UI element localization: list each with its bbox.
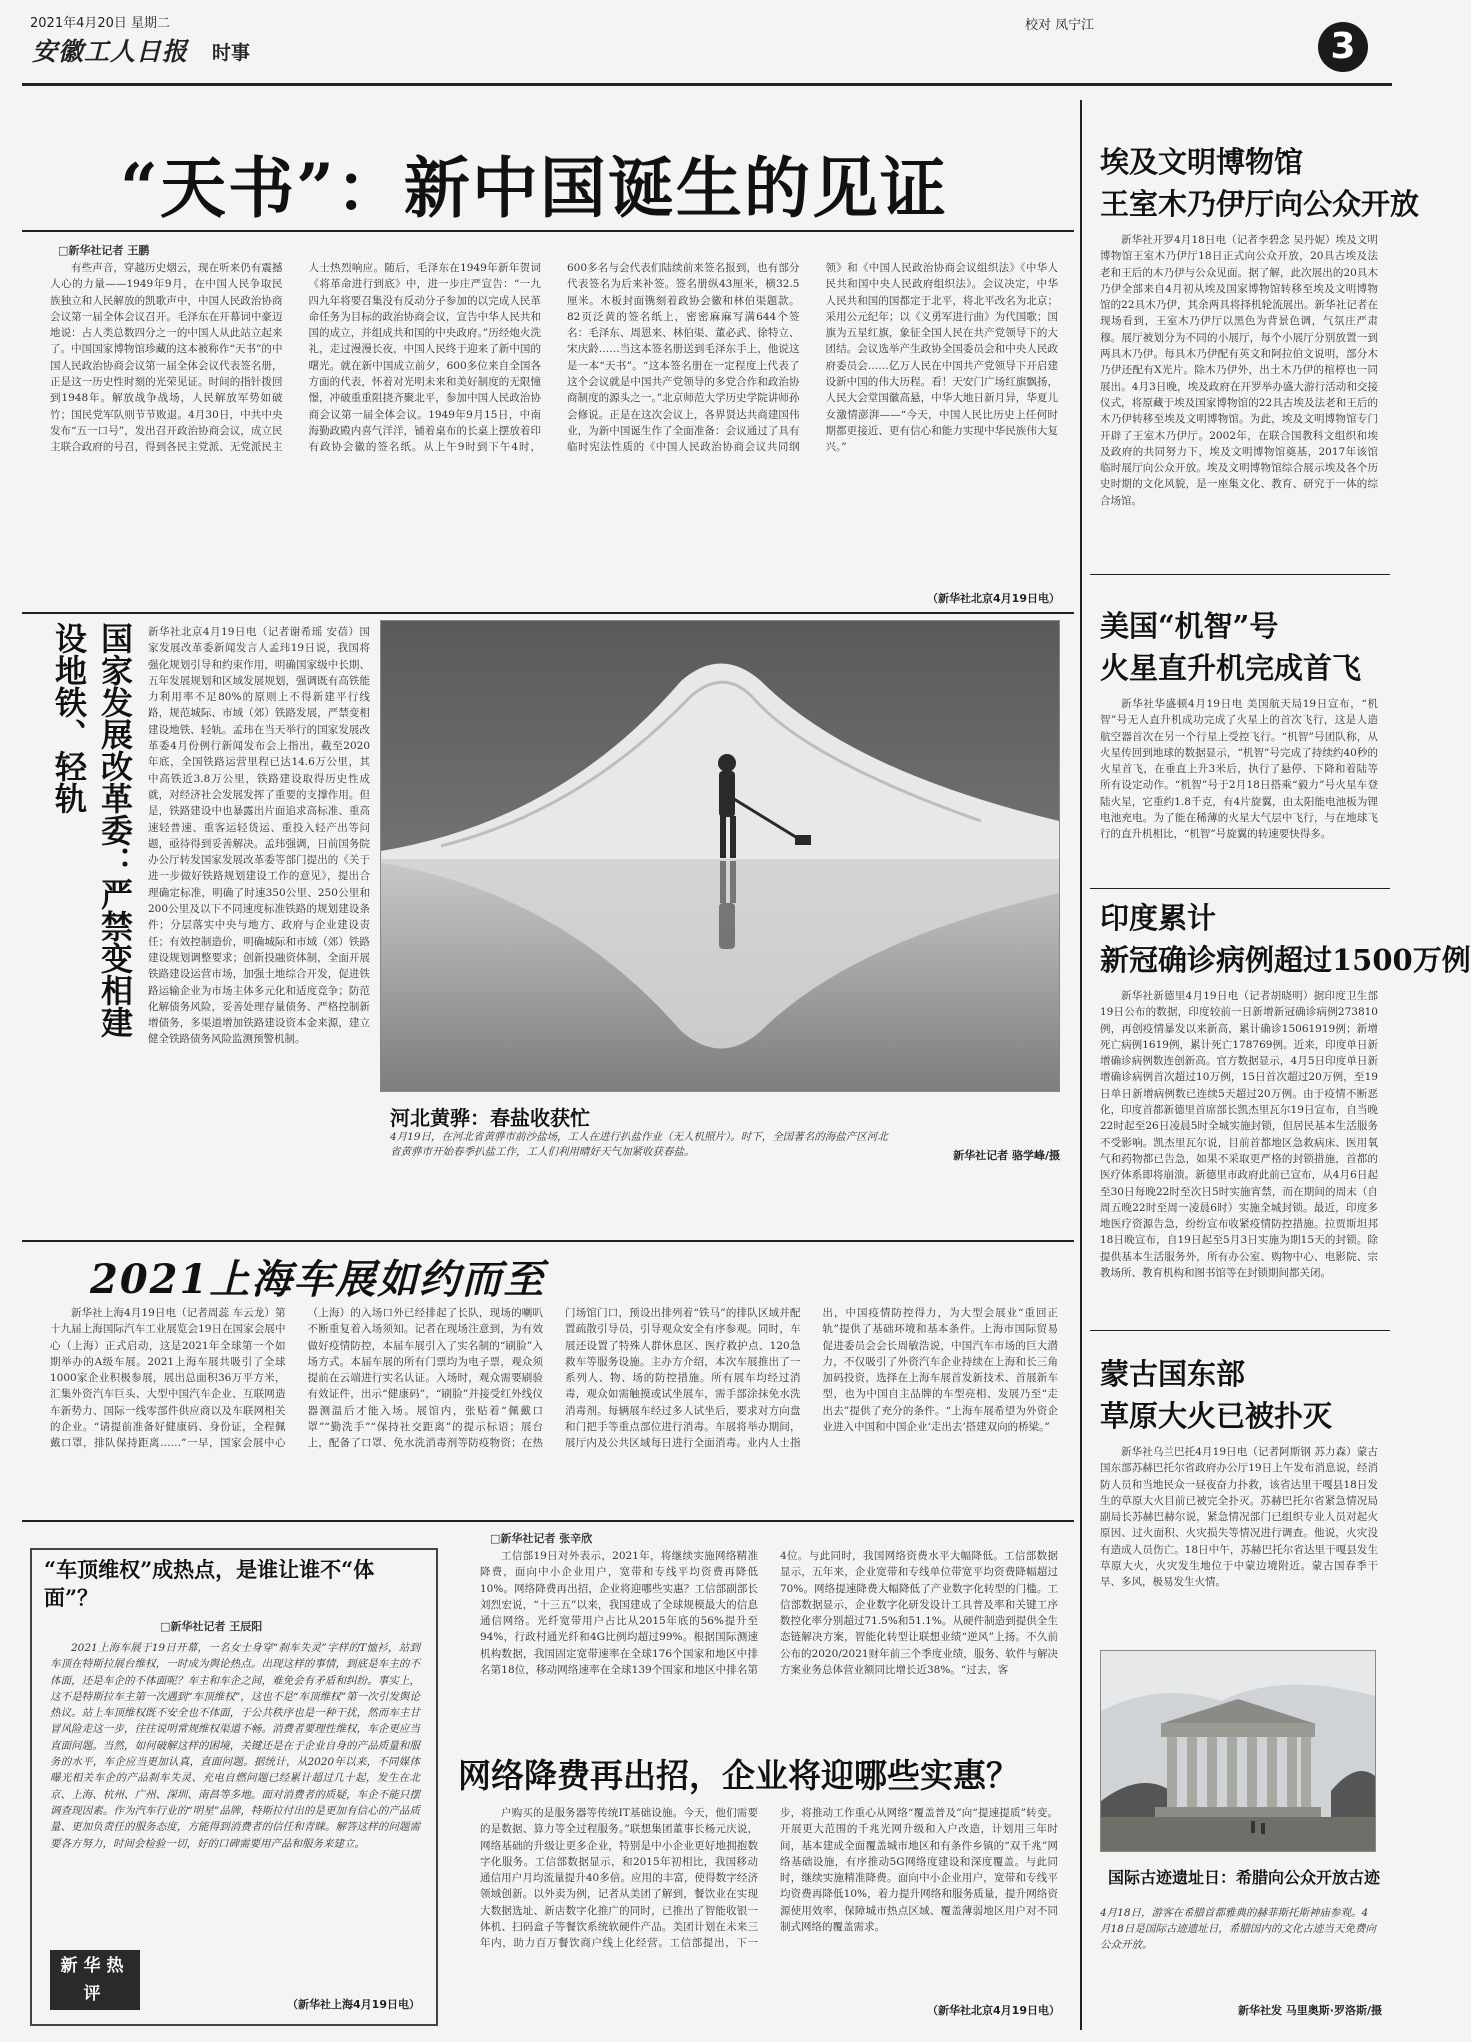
- page-number-badge: [1318, 22, 1368, 72]
- mars-title-line1: 美国“机智”号: [1100, 609, 1279, 643]
- egypt-title-line1: 埃及文明博物馆: [1100, 145, 1304, 179]
- network-byline: □新华社记者 张辛欣: [490, 1532, 593, 1545]
- mongolia-title-line1: 蒙古国东部: [1100, 1357, 1246, 1391]
- egypt-rule: [1090, 574, 1390, 575]
- salt-photo-title: 河北黄骅：春盐收获忙: [390, 1106, 590, 1130]
- right-column-divider: [1080, 100, 1082, 2030]
- railway-title: 国家发展改革委：严禁变相建设地铁、轻轨: [50, 622, 134, 1038]
- india-rule: [1090, 1330, 1390, 1331]
- masthead-proofreader: 校对 凤宁江: [1025, 18, 1095, 33]
- masthead-section: 时事: [212, 42, 251, 64]
- masthead-date: 2021年4月20日 星期二: [30, 16, 171, 31]
- opinion-stamp: 新华热评: [50, 1950, 140, 2010]
- page-number: 3: [1330, 26, 1356, 67]
- network-body-top: 工信部19日对外表示，2021年，将继续实施网络精准降费，面向中小企业用户，宽带和专线平均资费再降低10%。网络降费再出招，企业将迎哪些实惠？工信部副部长刘烈宏说，“十三五”以来，我国建成了全球规模最大的信息通信网络。光纤宽带用户占比从2015年底的56%提升至94%，行政村通光纤和4G比例均超过99%。根据国际测速机构数据，我国固定宽带速率在全球176个国家和地区中排名第18位，移动网络速率在全球139个国家和地区中排名第4位。与此同时，我国网络资费水平大幅降低。工信部数据显示，五年来，企业宽带和专线单位带宽平均资费降幅超过70%。网络提速降费大幅降低了产业数字化转型的门槛。工信部数据显示，企业数字化研发设计工具普及率和关键工序数控化率分别超过71.5%和51.1%。从硬件制造到提供全生态链解决方案，智能化转型让联想业绩“逆风”上扬。不久前公布的2020/2021财年前三个季度业绩，服务、软件与解决方案业务总体营业额同比增长近38%。“过去，客: [480, 1550, 1058, 1677]
- network-credit: （新华社北京4月19日电）: [927, 2004, 1060, 2017]
- india-body: 新华社新德里4月19日电（记者胡晓明）据印度卫生部19日公布的数据，印度较前一日新增新冠确诊病例273810例，再创疫情暴发以来新高，累计确诊15061919例；新增死亡病例1619例，累计死亡178769例。近来，印度单日新增确诊病例数连创新高。官方数据显示，4月5日印度单日新增确诊病例首次超过10万例，15日首次超过20万例，至19日单日新增病例数已连续5天超过20万例。由于疫情不断恶化，印度首都新德里首席部长凯杰里瓦尔19日宣布，自当晚22时起至26日凌晨5时全城实施封锁，但居民基本生活服务不受影响。凯杰里瓦尔说，目前首都地区急救病床、医用氧气和药物都已告急，如果不采取更严格的封锁措施，首都的医疗体系即将崩溃。新德里市政府此前已宣布，从4月6日起至30日每晚22时至次日5时实施宵禁，而在期间的周末（自周五晚22时至周一凌晨6时）实施全城封锁。最近，印度多地医疗资源告急，纷纷宣布收紧疫情防控措施。拉贾斯坦邦18日晚宣布，自19日起至5月3日实施为期15天的封锁。除提供基本生活服务外，所有办公室、购物中心、电影院、宗教场所、教育机构和图书馆等在封锁期间都关闭。: [1100, 990, 1378, 1280]
- opinion-credit: （新华社上海4月19日电）: [287, 1998, 420, 2011]
- opinion-body: 2021上海车展于19日开幕，一名女士身穿“刹车失灵”字样的T恤衫，站到车顶在特斯拉展台维权，一时成为舆论热点。出现这样的事情，到底是车主的不体面，还是车企的不体面呢？车主和车企之间，难免会有矛盾和纠纷。事实上，这不是特斯拉车主第一次遇到“车顶维权”，这也不是“车顶维权”第一次引发舆论热议。站上车顶维权既不安全也不体面，于公共秩序也是一种干扰，然而车主甘冒风险走这一步，往往说明常规维权渠道不畅。消费者要理性维权，车企更应当直面问题。当然，如何破解这样的困境，关键还是在于企业自身的产品质量和服务的水平，车企应当更加认真，直面问题。据统计，从2020年以来，不同媒体曝光相关车企的产品刹车失灵、充电自燃问题已经累计超过几十起，发生在北京、上海、杭州、广州、深圳、南昌等多地。面对消费者的质疑，车企不能只摆调查现因素。作为汽车行业的“明星”品牌，特斯拉付出的是更加有信心的产品质量、更加负责任的服务态度，方能得到消费者的信任和青睐。解答这样的问题需要各方努力，时间会检验一切，好的口碑需要用产品和服务来建立。: [50, 1642, 420, 1850]
- egypt-title-line2: 王室木乃伊厅向公众开放: [1100, 187, 1420, 221]
- salt-harvest-image: [381, 621, 1059, 1091]
- masthead-paper-name: 安徽工人日报: [32, 37, 189, 66]
- salt-harvest-photo: [380, 620, 1060, 1092]
- india-title-line1: 印度累计: [1100, 901, 1217, 935]
- temple-image: [1101, 1651, 1375, 1851]
- mars-rule: [1090, 888, 1390, 889]
- lower-rule: [22, 1520, 1074, 1522]
- autoshow-title: 2021上海车展如约而至: [90, 1256, 546, 1303]
- opinion-byline: □新华社记者 王辰阳: [160, 1620, 263, 1633]
- lead-bottom-rule: [22, 612, 1074, 614]
- lead-body: 有些声音，穿越历史烟云，现在听来仍有震撼人心的力量——1949年9月，在中国人民争取民族独立和人民解放的凯歌声中，中国人民政治协商会议第一届全体会议召开。毛泽东在开幕词中豪迈地说：占人类总数四分之一的中国人从此站立起来了。中国国家博物馆珍藏的这本被称作“天书”的中国人民政治协商会议第一届全体会议代表签名册，正是这一历史性时刻的光荣见证。时间的指针拨回到1948年。解放战争战场，人民解放军势如破竹；国民党军队则节节败退。4月30日，中共中央发布“五一口号”，发出召开政治协商会议，成立民主联合政府的号召，得到各民主党派、无党派民主人士热烈响应。随后，毛泽东在1949年新年贺词《将革命进行到底》中，进一步庄严宣告：“一九四九年将要召集没有反动分子参加的以完成人民革命任务为目标的政治协商会议，宣告中华人民共和国的成立，并组成共和国的中央政府。”历经炮火洗礼，走过漫漫长夜，中国人民终于迎来了新中国的曙光。就在新中国成立前夕，600多位来自全国各方面的代表，怀着对光明未来和美好制度的无限憧憬，冲破重重阻挠齐聚北平，参加中国人民政治协商会议第一届全体会议。1949年9月15日，中南海勤政殿内喜气洋洋，铺着桌布的长桌上摆放着印有政协会徽的签名纸。从上午9时到下午4时，600多名与会代表们陆续前来签名报到，也有部分代表签名为后来补签。签名册纵43厘米，横32.5厘米。木板封面镌刻着政协会徽和林伯渠题款。82页泛黄的签名纸上，密密麻麻写满644个签名：毛泽东、周恩来、林伯渠、董必武、徐特立、宋庆龄……当这本签名册送到毛泽东手上，他说这是一本“天书”。“这本签名册在一定程度上代表了这个会议就是中国共产党领导的多党合作和政治协商制度的源头之一。”北京师范大学历史学院讲师孙会修说。正是在这次会议上，各界贤达共商建国伟业，为新中国诞生作了全面准备：会议通过了具有临时宪法性质的《中国人民政治协商会议共同纲领》和《中国人民政治协商会议组织法》《中华人民共和国中央人民政府组织法》。会议决定，中华人民共和国的国都定于北平，将北平改名为北京；采用公元纪年；以《义勇军进行曲》为代国歌；国旗为五星红旗，象征全国人民在共产党领导下的大团结。会议选举产生政协全国委员会和中央人民政府委员会……亿万人民在中国共产党领导下开启建设新中国的伟大历程。看！天安门广场红旗飘扬，人民大会堂国徽高悬，中华大地日新月异，华夏儿女激情澎湃——“今天，中国人民比历史上任何时期都更接近、更有信心和能力实现中华民族伟大复兴。”: [50, 262, 1058, 454]
- mars-body: 新华社华盛顿4月19日电 美国航天局19日宣布，“机智”号无人直升机成功完成了火星上的首次飞行，这是人造航空器首次在另一个行星上受控飞行。“机智”号团队称，从火星传回到地球的数据显示，“机智”号完成了持续约40秒的火星首飞，在垂直上升3米后，执行了悬停、下降和着陆等所有设定动作。“机智”号于2月18日搭乘“毅力”号火星车登陆火星，它重约1.8千克，有4片旋翼，由太阳能电池板为锂电池充电。为了能在稀薄的火星大气层中飞行，与在地球飞行的直升机相比，“机智”号旋翼的转速要快得多。: [1100, 698, 1378, 841]
- india-title-line2: 新冠确诊病例超过1500万例: [1100, 943, 1471, 977]
- mid-rule: [22, 1240, 1074, 1242]
- railway-body: 新华社北京4月19日电（记者谢希瑶 安蓓）国家发展改革委新闻发言人孟玮19日说，我国将强化规划引导和约束作用，明确国家级中长期、五年发展规划和区域发展规划，强调既有高铁能力利用率不足80%的原则上不得新建平行线路，规范城际、市域（郊）铁路发展，严禁变相建设地铁、轻轨。孟玮在当天举行的国家发展改革委4月份例行新闻发布会上指出，截至2020年底，全国铁路运营里程已达14.6万公里，其中高铁近3.8万公里，铁路建设取得历史性成就，对经济社会发展发挥了重要的支撑作用。但是，铁路建设中也暴露出片面追求高标准、重高速轻普速、重客运轻货运、重投入轻产出等问题，亟待得到妥善解决。孟玮强调，日前国务院办公厅转发国家发展改革委等部门提出的《关于进一步做好铁路规划建设工作的意见》，提出合理确定标准，明确了时速350公里、250公里和200公里及以下不同速度标准铁路的规划建设条件；分层落实中央与地方、政府与企业建设责任；有效控制造价，明确城际和市域（郊）铁路建设规划调整要求；创新投融资体制，全面开展铁路建设运营市场，加强土地综合开发，促进铁路运输企业为市场主体多元化和适度竞争；防范化解债务风险，妥善处理存量债务、严格控制新增债务，多渠道增加铁路建设资本金来源，建立健全铁路债务风险监测预警机制。: [148, 626, 370, 1046]
- egypt-body: 新华社开罗4月18日电（记者李碧念 吴丹妮）埃及文明博物馆王室木乃伊厅18日正式向公众开放，20具古埃及法老和王后的木乃伊与公众见面。据了解，此次展出的20具木乃伊全部来自4月初从埃及国家博物馆转移至埃及文明博物馆的22具木乃伊，其余两具将择机轮流展出。新华社记者在现场看到，王室木乃伊厅以黑色为背景色调，气氛庄严肃穆。展厅被划分为不同的小展厅，每个小展厅分别放置一到两具木乃伊。每具木乃伊配有英文和阿拉伯文说明，部分木乃伊还配有X光片。除木乃伊外，出土木乃伊的棺椁也一同展出。4月3日晚，埃及政府在开罗举办盛大游行活动和交接仪式，将原藏于埃及国家博物馆的22具古埃及法老和王后的木乃伊转移至埃及文明博物馆。为此，埃及文明博物馆专门开辟了王室木乃伊厅。2002年，在联合国教科文组织和埃及政府的共同努力下，埃及文明博物馆奠基，2017年该馆临时展厅向公众开放。埃及文明博物馆综合展示埃及各个历史时期的文化风貌，是一座集文化、教育、研究于一体的综合场馆。: [1100, 234, 1378, 507]
- lead-title-rule: [22, 230, 1074, 232]
- opinion-title: “车顶维权”成热点，是谁让谁不“体面”？: [44, 1557, 375, 1610]
- temple-photo: [1100, 1650, 1376, 1852]
- salt-photo-caption: 4月19日，在河北省黄骅市前沙盐场，工人在进行扒盐作业（无人机照片）。时下，全国著名的海盐产区河北省黄骅市开始春季扒盐工作，工人们利用晴好天气加紧收获春盐。: [390, 1131, 888, 1158]
- mars-title-line2: 火星直升机完成首飞: [1100, 651, 1362, 685]
- lead-credit: （新华社北京4月19日电）: [927, 592, 1060, 605]
- greece-credit: 新华社发 马里奥斯·罗洛斯/摄: [1237, 2004, 1382, 2017]
- salt-photo-credit: 新华社记者 骆学峰/摄: [953, 1149, 1060, 1162]
- network-title: 网络降费再出招，企业将迎哪些实惠？: [458, 1756, 1019, 1795]
- greece-caption: 4月18日，游客在希腊首都雅典的赫菲斯托斯神庙参观。4月18日是国际古迹遗址日，希腊国内的文化古迹当天免费向公众开放。: [1100, 1907, 1376, 1951]
- lead-byline: □新华社记者 王鹏: [58, 244, 150, 257]
- lead-title: “天书”：新中国诞生的见证: [120, 149, 948, 227]
- masthead-rule: [22, 83, 1392, 86]
- mongolia-title-line2: 草原大火已被扑灭: [1100, 1399, 1333, 1433]
- mongolia-body: 新华社乌兰巴托4月19日电（记者阿斯钢 苏力森）蒙古国东部苏赫巴托尔省政府办公厅19日上午发布消息说，经消防人员和当地民众一昼夜奋力扑救，该省达里干嘎县18日发生的草原大火目前已被完全扑灭。苏赫巴托尔省紧急情况局副局长苏赫巴赫尔说，紧急情况部门已组织专业人员对起火原因、过火面积、火灾损失等情况进行调查。他说，火灾没有造成人员伤亡。18日中午，苏赫巴托尔省达里干嘎县发生草原大火，火灾发生地位于中蒙边境附近。蒙古国春季干旱、多风，极易发生火情。: [1100, 1446, 1378, 1589]
- greece-title: 国际古迹遗址日：希腊向公众开放古迹: [1108, 1868, 1381, 1887]
- network-body-bottom: 户购买的是服务器等传统IT基础设施。今天，他们需要的是数据、算力等全过程服务。”联想集团董事长杨元庆说，网络基础的升级让更多企业，特别是中小企业更好地拥抱数字化服务。工信部数据显示，和2015年初相比，我国移动通信用户月均流量提升40多倍。应用的丰富，使得数字经济领域创新。以外卖为例，记者从美团了解到，餐饮业在实现大数据选址、新店数字化推广的同时，已推出了智能收银一体机、扫码盒子等餐饮系统软硬件产品。美团计划在未来三年内，助力百万餐饮商户线上化经营。工信部提出，下一步，将推动工作重心从网络“覆盖普及”向“提速提质”转变。开展更大范围的千兆光网升级和入户改造，计划用三年时间，基本建成全面覆盖城市地区和有条件乡镇的“双千兆”网络基础设施，有序推动5G网络度建设和深度覆盖。与此同时，继续实施精准降费。面向中小企业用户，宽带和专线平均资费再降低10%，着力提升网络和服务质量，提升网络资源使用效率，保障城市热点区域、覆盖薄弱地区用户对不同制式网络的覆盖需求。: [480, 1807, 1058, 1950]
- autoshow-body: 新华社上海4月19日电（记者周蕊 车云龙）第十九届上海国际汽车工业展览会19日在国家会展中心（上海）正式启动，这是2021年全球第一个如期举办的A级车展。2021上海车展共吸引了全球1000家企业积极参展，展出总面积36万平方米，汇集外资汽车巨头、大型中国汽车企业、互联网造车新势力、国际一线零部件供应商以及车联网相关的企业。“请提前准备好健康码、身份证，全程佩戴口罩，排队保持距离……”一早，国家会展中心（上海）的入场口外已经排起了长队，现场的喇叭不断重复着入场须知。记者在现场注意到，为有效做好疫情防控，本届车展引入了实名制的“刷脸”入场方式。本届车展的所有门票均为电子票，观众须提前在云端进行实名认证。入场时，观众需要刷验有效证件，出示“健康码”，“刷脸”并接受红外线仪器测温后才能入场。展馆内，张贴着“佩戴口罩”“勤洗手”“保持社交距离”的提示标语；展台上，配备了口罩、免水洗消毒剂等防疫物资；在热门场馆门口，预设出排列着“铁马”的排队区域并配置疏散引导员，引导观众安全有序参观。同时，车展还设置了特殊人群休息区、医疗救护点、120急救车等服务设施。主办方介绍，本次车展推出了一系列人、物、场的防控措施。所有展车均经过消毒，观众如需触摸或试坐展车，需手部涂抹免水洗消毒剂。每辆展车经过多人试坐后，要求对方向盘和门把手等重点部位进行消毒。车展将举办期间，展厅内及公共区域每日进行全面消毒。业内人士指出，中国疫情防控得力，为大型会展业“重回正轨”提供了基础环境和基本条件。上海市国际贸易促进委员会会长周敏浩说，中国汽车市场的巨大潜力，不仅吸引了外资汽车企业持续在上海和长三角加码投资，选择在上海车展首发新技术、首展新车型，也为中国自主品牌的车型亮相、发展乃至“走出去”提供了充分的条件。“上海车展希望为外资企业进入中国和中国企业‘走出去’搭建双向的桥梁。”: [50, 1307, 1058, 1450]
